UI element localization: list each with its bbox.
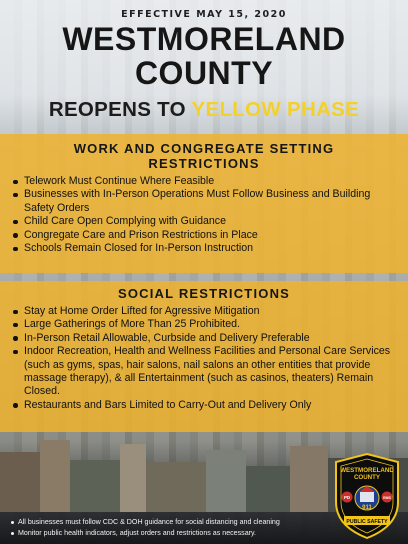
- list-item: Telework Must Continue Where Feasible: [12, 175, 402, 188]
- list-item: Restaurants and Bars Limited to Carry-Out and Delivery Only: [12, 399, 402, 412]
- list-item: Child Care Open Complying with Guidance: [12, 215, 402, 228]
- work-restrictions-list: [0, 175, 408, 255]
- subtitle-highlight: YELLOW PHASE: [191, 98, 360, 121]
- list-item: In-Person Retail Allowable, Curbside and Delivery Preferable: [12, 332, 402, 345]
- list-item: Large Gatherings of More Than 25 Prohibited.: [12, 318, 402, 331]
- subtitle: [0, 98, 408, 122]
- social-section-title: SOCIAL RESTRICTIONS: [117, 286, 291, 301]
- list-item: Congregate Care and Prison Restrictions in Place: [12, 229, 402, 242]
- social-restrictions-list: [0, 305, 408, 412]
- title-line-2: COUNTY: [134, 55, 274, 91]
- work-restrictions-panel: [0, 134, 408, 273]
- badge-top-line-1: WESTMORELAND: [340, 467, 394, 474]
- badge-bottom: PUBLIC SAFETY: [346, 519, 388, 525]
- list-item: Stay at Home Order Lifted for Agressive Mitigation: [12, 305, 402, 318]
- page-title: [0, 22, 408, 90]
- list-item: Indoor Recreation, Health and Wellness Facilities and Personal Care Services (such as gyms, spas, hair salons, nail salons an other entities that provide massage therapy), & all Entertainment (such as casinos, theaters) Remain Closed.: [12, 345, 402, 399]
- title-line-1: WESTMORELAND: [62, 21, 346, 57]
- badge-center: 911: [362, 505, 372, 511]
- list-item: Schools Remain Closed for In-Person Instruction: [12, 242, 402, 255]
- list-item: Businesses with In-Person Operations Must Follow Business and Building Safety Orders: [12, 188, 402, 215]
- badge-top-line-2: COUNTY: [353, 474, 381, 481]
- work-title-line-2: RESTRICTIONS: [148, 156, 260, 171]
- footer-item: Monitor public health indicators, adjust orders and restrictions as necessary.: [10, 528, 408, 539]
- work-section-title: [0, 141, 408, 171]
- public-safety-badge-icon: [332, 452, 402, 540]
- work-title-line-1: WORK AND CONGREGATE SETTING: [73, 141, 335, 156]
- social-restrictions-panel: [0, 281, 408, 432]
- badge-left-mark: PD: [343, 495, 351, 500]
- footer-item: All businesses must follow CDC & DOH guidance for social distancing and cleaning: [10, 517, 408, 528]
- effective-date: EFFECTIVE MAY 15, 2020: [121, 9, 287, 20]
- subtitle-prefix: REOPENS TO: [48, 98, 192, 121]
- badge-right-mark: EMS: [383, 496, 391, 500]
